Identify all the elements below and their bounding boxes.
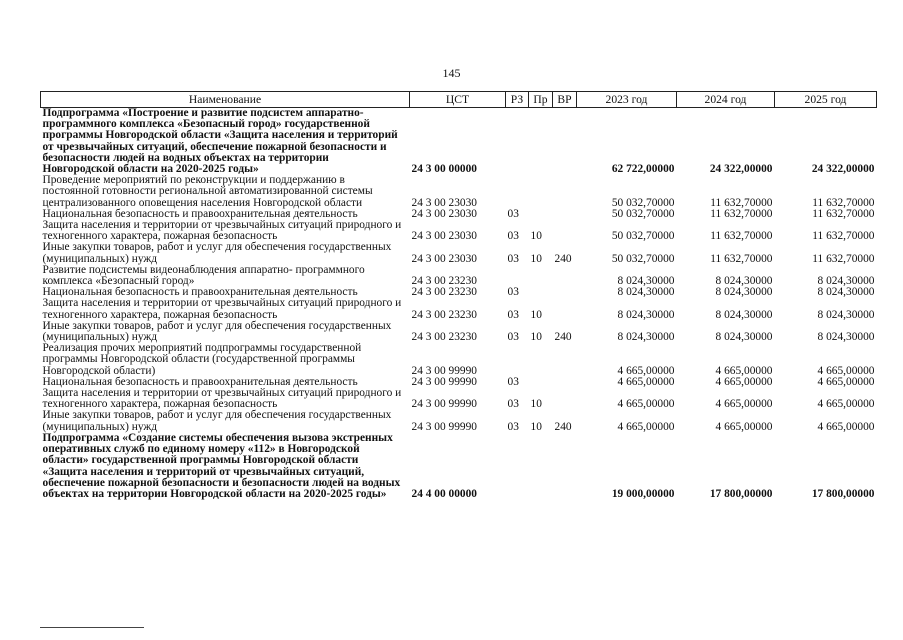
row-cst: 24 3 00 99990 — [411, 364, 477, 377]
row-vr — [553, 265, 577, 287]
row-2024: 4 665,00000 — [715, 375, 773, 388]
header-rz: РЗ — [506, 92, 529, 108]
row-rz — [506, 343, 529, 377]
row-2025: 8 024,30000 — [817, 286, 875, 299]
row-2024: 11 632,70000 — [710, 252, 773, 265]
row-rz — [506, 175, 529, 209]
row-2023: 50 032,70000 — [611, 230, 675, 243]
row-rz: 03 — [507, 207, 519, 220]
row-pr: 10 — [530, 398, 542, 411]
row-pr — [529, 343, 553, 377]
row-2024: 8 024,30000 — [715, 286, 773, 299]
row-vr: 240 — [554, 252, 572, 265]
row-2024: 11 632,70000 — [710, 230, 773, 243]
row-name: Проведение мероприятий по реконструкции и поддержанию в постоянной готовности региональной автоматизированной системы централизованного оповещения населения Новгородской области — [42, 174, 373, 209]
row-name: Защита населения и территории от чрезвычайных ситуаций природного и техногенного характера, пожарная безопасность — [42, 219, 402, 243]
row-vr — [553, 287, 577, 298]
row-vr — [553, 343, 577, 377]
row-2023: 8 024,30000 — [617, 286, 675, 299]
row-2023: 8 024,30000 — [617, 308, 675, 321]
row-name: Национальная безопасность и правоохранительная деятельность — [42, 207, 358, 220]
row-2025: 17 800,00000 — [811, 487, 875, 500]
row-2023: 4 665,00000 — [617, 420, 675, 433]
row-2024: 11 632,70000 — [710, 196, 773, 209]
row-2025: 4 665,00000 — [817, 420, 875, 433]
header-vr: ВР — [553, 92, 577, 108]
row-2025: 11 632,70000 — [812, 252, 875, 265]
row-2025: 8 024,30000 — [817, 308, 875, 321]
row-2023: 4 665,00000 — [617, 375, 675, 388]
row-name: Иные закупки товаров, работ и услуг для обеспечения государственных (муниципальных) нужд — [42, 319, 392, 344]
row-rz: 03 — [507, 308, 519, 321]
row-vr — [553, 433, 577, 500]
row-pr: 10 — [530, 230, 542, 243]
row-cst: 24 3 00 00000 — [411, 163, 477, 176]
row-vr: 240 — [554, 331, 572, 344]
row-2023: 4 665,00000 — [617, 364, 675, 377]
row-vr — [553, 298, 577, 320]
table-row-subprogram — [41, 108, 877, 176]
table-row — [41, 175, 877, 209]
row-pr: 10 — [530, 252, 542, 265]
row-rz: 03 — [507, 420, 519, 433]
table-header — [41, 92, 877, 108]
row-cst: 24 3 00 23030 — [411, 196, 477, 209]
row-cst: 24 4 00 00000 — [411, 487, 477, 500]
table-row-subprogram — [41, 433, 877, 500]
row-2023: 50 032,70000 — [611, 196, 675, 209]
row-pr — [529, 209, 553, 220]
row-2024: 4 665,00000 — [715, 364, 773, 377]
row-vr: 240 — [554, 420, 572, 433]
row-2023: 8 024,30000 — [617, 275, 675, 288]
row-pr — [529, 433, 553, 500]
row-vr — [553, 220, 577, 242]
row-name: Национальная безопасность и правоохранительная деятельность — [42, 375, 358, 388]
row-cst: 24 3 00 23030 — [411, 207, 477, 220]
row-name: Защита населения и территории от чрезвычайных ситуаций природного и техногенного характера, пожарная безопасность — [42, 297, 402, 321]
row-2025: 11 632,70000 — [812, 207, 875, 220]
row-2023: 8 024,30000 — [617, 331, 675, 344]
row-2025: 24 322,00000 — [811, 163, 875, 176]
row-rz: 03 — [507, 398, 519, 411]
row-2025: 4 665,00000 — [817, 364, 875, 377]
row-2024: 11 632,70000 — [710, 207, 773, 220]
row-cst: 24 3 00 23030 — [411, 252, 477, 265]
header-pr: Пр — [529, 92, 553, 108]
row-vr — [553, 209, 577, 220]
header-cst: ЦСТ — [410, 92, 506, 108]
row-2024: 4 665,00000 — [715, 398, 773, 411]
row-2024: 8 024,30000 — [715, 275, 773, 288]
table-row — [41, 388, 877, 410]
row-cst: 24 3 00 23230 — [411, 308, 477, 321]
row-cst: 24 3 00 99990 — [411, 420, 477, 433]
table-row — [41, 321, 877, 343]
table-row — [41, 343, 877, 377]
row-2024: 24 322,00000 — [709, 163, 773, 176]
row-2025: 11 632,70000 — [812, 230, 875, 243]
row-pr — [529, 175, 553, 209]
table-row — [41, 265, 877, 287]
row-pr — [529, 108, 553, 176]
row-rz: 03 — [507, 252, 519, 265]
row-2023: 50 032,70000 — [611, 207, 675, 220]
row-2023: 4 665,00000 — [617, 398, 675, 411]
page-number: 145 — [442, 66, 461, 80]
header-2023: 2023 год — [577, 92, 677, 108]
table-body — [41, 108, 877, 501]
row-2025: 4 665,00000 — [817, 375, 875, 388]
row-pr — [529, 265, 553, 287]
table-row — [41, 298, 877, 320]
budget-table — [40, 91, 877, 500]
table-row — [41, 410, 877, 432]
row-vr — [553, 388, 577, 410]
row-2024: 8 024,30000 — [715, 308, 773, 321]
header-2024: 2024 год — [677, 92, 775, 108]
row-name: Иные закупки товаров, работ и услуг для обеспечения государственных (муниципальных) нужд — [42, 409, 392, 433]
header-2025: 2025 год — [775, 92, 877, 108]
row-name: Развитие подсистемы видеонаблюдения аппаратно- программного комплекса «Безопасный город» — [42, 263, 365, 288]
row-cst: 24 3 00 23230 — [411, 331, 477, 344]
row-2025: 4 665,00000 — [817, 398, 875, 411]
row-2025: 8 024,30000 — [817, 275, 875, 288]
header-row — [41, 92, 877, 108]
footnote-rule — [40, 627, 144, 628]
header-name: Наименование — [41, 92, 410, 108]
row-vr — [553, 175, 577, 209]
row-rz: 03 — [507, 331, 519, 344]
row-cst: 24 3 00 23230 — [411, 286, 477, 299]
row-rz: 03 — [507, 286, 519, 299]
row-pr — [529, 377, 553, 388]
row-cst: 24 3 00 99990 — [411, 398, 477, 411]
row-rz — [506, 433, 529, 500]
row-2023: 50 032,70000 — [611, 252, 675, 265]
row-name: Подпрограмма «Создание системы обеспечения вызова экстренных оперативных служб по единому номеру «112» в Новгородской области» государственной программы Новгородской области «Защита населения и территорий от чрезвычайных ситуаций, обеспечение пожарной безопасности и безопасности людей на водных объектах на территории Новгородской области на 2020-2025 годы» — [42, 431, 401, 500]
row-vr — [553, 108, 577, 176]
row-name: Иные закупки товаров, работ и услуг для обеспечения государственных (муниципальных) нужд — [42, 241, 392, 265]
row-rz: 03 — [507, 230, 519, 243]
row-pr: 10 — [530, 308, 542, 321]
row-2024: 8 024,30000 — [715, 331, 773, 344]
row-rz — [506, 265, 529, 287]
table-row — [41, 242, 877, 264]
row-2025: 11 632,70000 — [812, 196, 875, 209]
row-2024: 17 800,00000 — [709, 487, 773, 500]
row-cst: 24 3 00 23030 — [411, 230, 477, 243]
row-pr: 10 — [530, 331, 542, 344]
row-name: Защита населения и территории от чрезвычайных ситуаций природного и техногенного характера, пожарная безопасность — [42, 387, 402, 411]
row-cst: 24 3 00 99990 — [411, 375, 477, 388]
table-row — [41, 220, 877, 242]
row-2025: 8 024,30000 — [817, 331, 875, 344]
row-pr: 10 — [530, 420, 542, 433]
row-cst: 24 3 00 23230 — [411, 275, 477, 288]
row-pr — [529, 287, 553, 298]
row-name: Реализация прочих мероприятий подпрограммы государственной программы Новгородской области (государственной программы Новгородской области) — [42, 342, 362, 377]
row-2023: 19 000,00000 — [611, 487, 675, 500]
row-2023: 62 722,00000 — [611, 163, 675, 176]
row-rz — [506, 108, 529, 176]
row-name: Подпрограмма «Построение и развитие подсистем аппаратно-программного комплекса «Безопасный город» государственной программы Новгородской области «Защита населения и территорий от чрезвычайных ситуаций, обеспечение пожарной безопасности и безопасности людей на водных объектах на территории Новгородской области на 2020-2025 годы» — [42, 107, 398, 176]
row-rz: 03 — [507, 375, 519, 388]
row-2024: 4 665,00000 — [715, 420, 773, 433]
row-name: Национальная безопасность и правоохранительная деятельность — [42, 286, 358, 299]
row-vr — [553, 377, 577, 388]
